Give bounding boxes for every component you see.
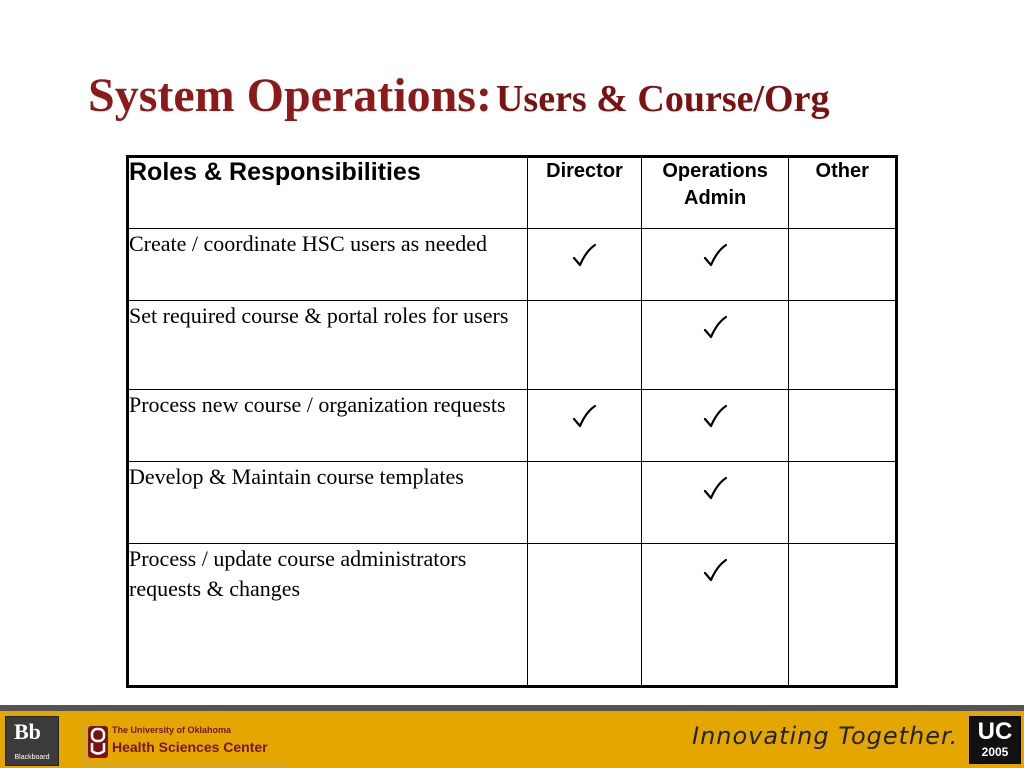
task-cell: Process new course / organization requests bbox=[128, 390, 528, 462]
other-cell bbox=[789, 229, 897, 301]
table-row bbox=[128, 390, 897, 462]
table-row bbox=[128, 544, 897, 687]
uc-logo-mark: UC bbox=[977, 718, 1013, 745]
check-icon bbox=[703, 404, 727, 430]
task-cell: Develop & Maintain course templates bbox=[128, 462, 528, 544]
uc-logo-year: 2005 bbox=[981, 745, 1009, 759]
blackboard-logo-label: Blackboard bbox=[14, 754, 50, 761]
operations-admin-cell bbox=[641, 462, 789, 544]
operations-admin-cell bbox=[641, 229, 789, 301]
header-director: Director bbox=[528, 157, 642, 229]
slide-title-main: System Operations: bbox=[88, 69, 492, 122]
uc-logo bbox=[969, 716, 1021, 764]
check-icon bbox=[572, 404, 596, 430]
other-cell bbox=[789, 462, 897, 544]
director-cell bbox=[528, 390, 642, 462]
other-cell bbox=[789, 544, 897, 687]
check-icon bbox=[572, 243, 596, 269]
check-icon bbox=[703, 476, 727, 502]
director-cell bbox=[528, 462, 642, 544]
tagline: Innovating Together. bbox=[692, 722, 959, 750]
table-row bbox=[128, 462, 897, 544]
task-cell: Process / update course administrators requests & changes bbox=[128, 544, 528, 687]
table-header-row bbox=[128, 157, 897, 229]
check-icon bbox=[703, 315, 727, 341]
other-cell bbox=[789, 301, 897, 390]
task-cell: Create / coordinate HSC users as needed bbox=[128, 229, 528, 301]
ou-hsc-logo bbox=[84, 721, 286, 765]
operations-admin-cell bbox=[641, 390, 789, 462]
check-icon bbox=[703, 558, 727, 584]
header-operations-admin-label: Operations Admin bbox=[662, 160, 768, 209]
director-cell bbox=[528, 229, 642, 301]
ou-emblem-icon bbox=[87, 725, 109, 759]
operations-admin-cell bbox=[641, 301, 789, 390]
task-cell: Set required course & portal roles for users bbox=[128, 301, 528, 390]
header-other: Other bbox=[789, 157, 897, 229]
header-roles: Roles & Responsibilities bbox=[128, 157, 528, 229]
director-cell bbox=[528, 301, 642, 390]
blackboard-logo bbox=[5, 716, 59, 766]
slide-title bbox=[88, 69, 988, 122]
director-cell bbox=[528, 544, 642, 687]
slide-title-sub: Users & Course/Org bbox=[495, 78, 830, 120]
check-icon bbox=[703, 243, 727, 269]
other-cell bbox=[789, 390, 897, 462]
operations-admin-cell bbox=[641, 544, 789, 687]
ou-university-name: The University of Oklahoma bbox=[112, 725, 232, 735]
blackboard-logo-mark: Bb bbox=[14, 719, 41, 744]
header-operations-admin bbox=[641, 157, 789, 229]
table-row bbox=[128, 301, 897, 390]
responsibilities-table bbox=[126, 155, 898, 688]
ou-center-name: Health Sciences Center bbox=[112, 739, 268, 755]
table-row bbox=[128, 229, 897, 301]
